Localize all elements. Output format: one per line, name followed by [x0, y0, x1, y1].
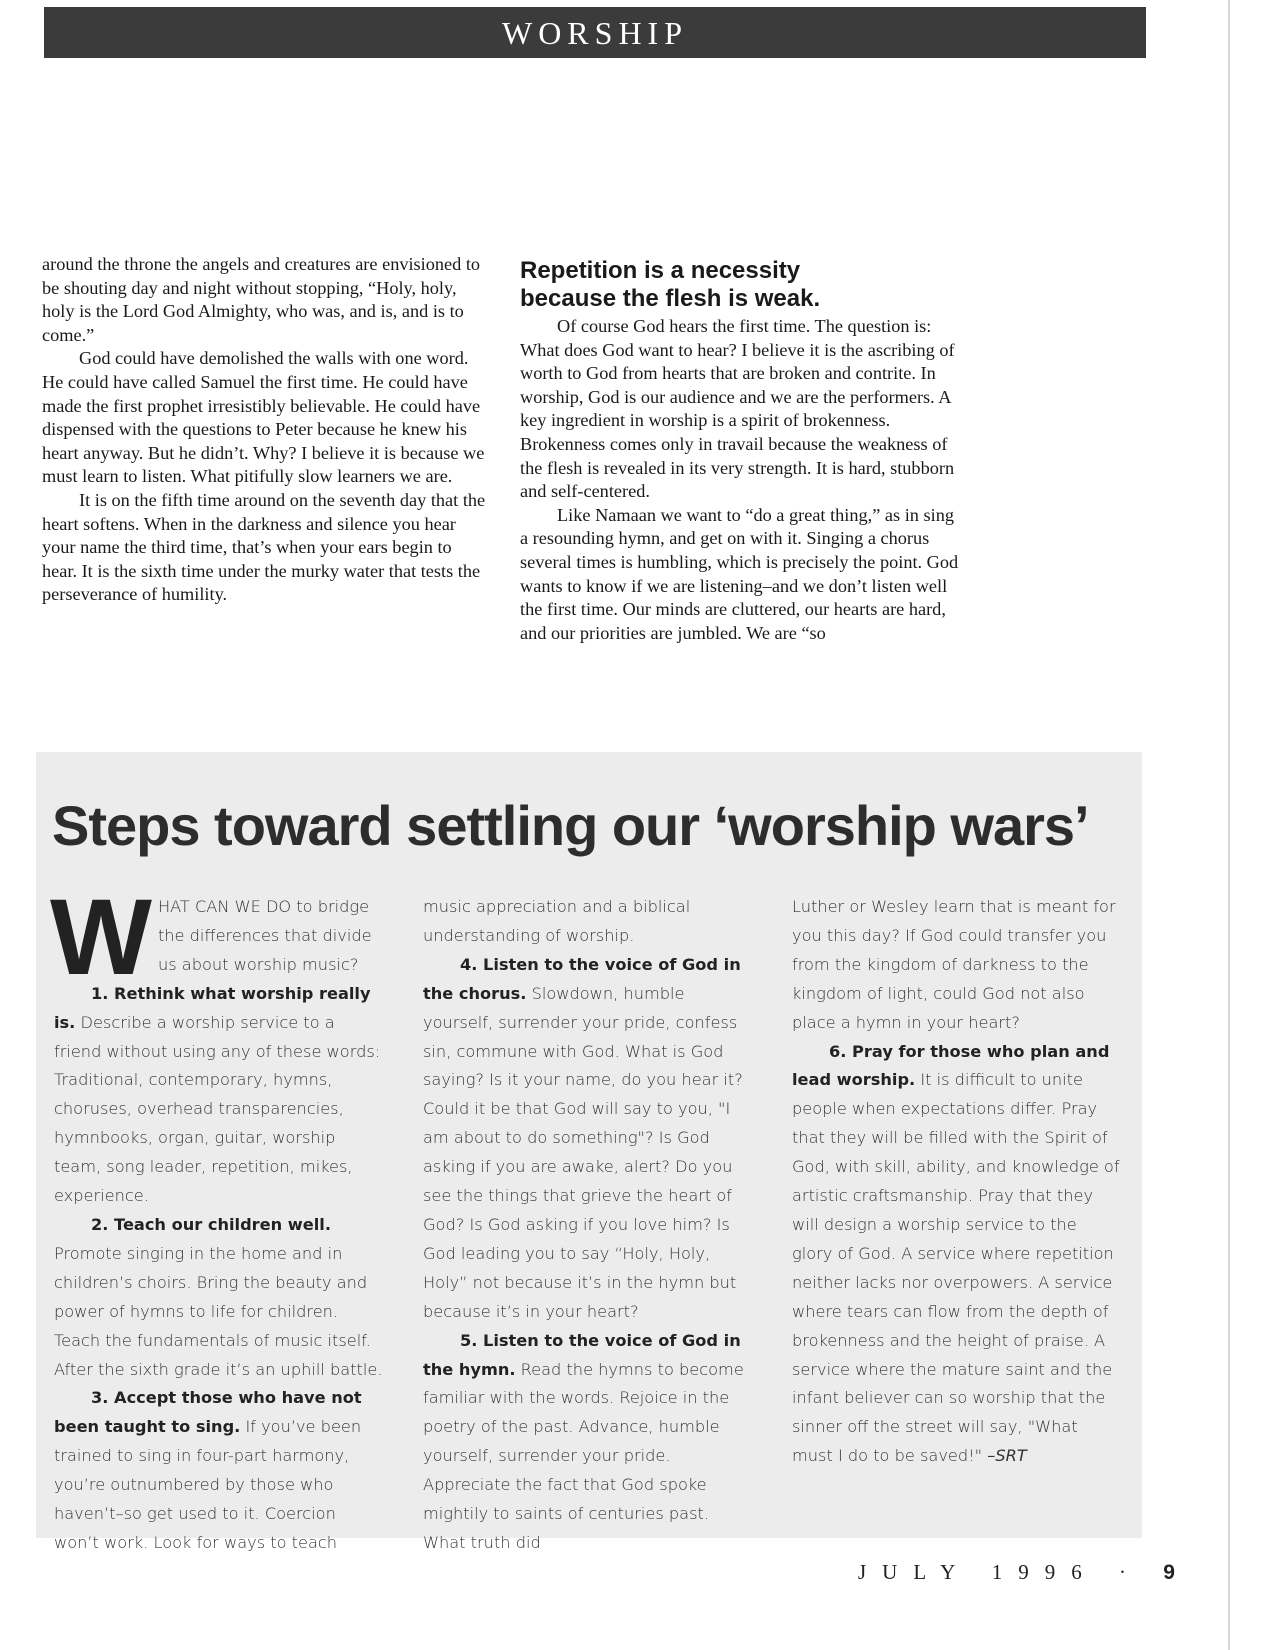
article-paragraph: around the throne the angels and creatures are envisioned to be shouting day and night without stopping, “Holy, holy, holy is the Lord God Almighty, who was, and is, and is to come.”	[42, 254, 481, 345]
signature: –SRT	[987, 1446, 1027, 1466]
sidebar-column-3	[792, 893, 1122, 1471]
step-heading: 1. Rethink what worship really is.	[54, 983, 371, 1032]
step-2	[54, 1211, 384, 1384]
drop-cap: W	[50, 876, 152, 997]
issue-date: JULY 1996 ·	[858, 1560, 1142, 1584]
subhead-line: Repetition is a necessity	[520, 257, 801, 284]
article-paragraph: Like Namaan we want to “do a great thing,” as in sing a resounding hymn, and get on with it. Singing a chorus several times is humbling, which is precisely the point. God wants to know if we are listening–and we don’t listen well the first time. Our minds are cluttered, our hearts are hard, and our priorities are jumbled. We are “so	[520, 504, 959, 643]
intro-text: HAT CAN WE DO to bridge the differences that divide us about worship music?	[157, 897, 372, 974]
step-3-continued: music appreciation and a biblical understanding of worship.	[423, 897, 691, 945]
article-paragraph: It is on the fifth time around on the seventh day that the heart softens. When in the darkness and silence you hear your name the third time, that’s when your ears begin to hear. It is the sixth time under the murky water that tests the perseverance of humility.	[42, 489, 486, 605]
article-column-right	[520, 257, 965, 645]
step-4	[423, 951, 753, 1327]
step-heading: 6. Pray for those who plan and lead worship.	[792, 1041, 1110, 1090]
step-heading: 2. Teach our children well.	[91, 1214, 331, 1234]
article-column-left	[42, 253, 487, 607]
step-1	[54, 980, 384, 1211]
step-5	[423, 1327, 753, 1558]
page-number: 9	[1163, 1561, 1175, 1584]
step-heading: 3. Accept those who have not been taught to sing.	[54, 1388, 362, 1437]
step-heading: 4. Listen to the voice of God in the chorus.	[423, 954, 741, 1003]
step-body: It is difficult to unite people when expectations differ. Pray that they will be filled with the Spirit of God, with skill, ability, and knowledge of artistic craftsmanship. Pray that they will design a worship service to the glory of God. A service where repetition neither lacks nor overpowers. A service where tears can flow from the depth of brokenness and the height of praise. A service where the mature saint and the infant believer can so worship that the sinner off the street will say, "What must I do to be saved!"	[792, 1070, 1120, 1466]
sidebar-column-1	[50, 876, 384, 1558]
section-header: WORSHIP	[44, 7, 1146, 58]
step-body: Describe a worship service to a friend without using any of these words: Traditional, contemporary, hymns, choruses, overhead transparencies, hymnbooks, organ, guitar, worship team, song leader, repetition, mikes, experience.	[54, 1012, 381, 1206]
step-6	[792, 1038, 1122, 1472]
step-5-continued: Luther or Wesley learn that is meant for you this day? If God could transfer you from the kingdom of darkness to the kingdom of light, could God not also place a hymn in your heart?	[792, 897, 1116, 1032]
article-subhead	[520, 257, 965, 313]
step-heading: 5. Listen to the voice of God in the hymn.	[423, 1330, 741, 1379]
sidebar-column-2	[423, 893, 753, 1558]
subhead-line: because the flesh is weak.	[520, 285, 821, 312]
page-edge-rule	[1228, 0, 1230, 1650]
step-body: Slowdown, humble yourself, surrender your pride, confess sin, commune with God. What is God saying? Is it your name, do you hear it? Could it be that God will say to you, "I am about to do something"? Is God asking if you are awake, alert? Do you see the things that grieve the heart of God? Is God asking if you love him? Is God leading you to say “Holy, Holy, Holy” not because it’s in the hymn but because it’s in your heart?	[423, 983, 743, 1321]
step-3	[54, 1384, 384, 1557]
step-body: Read the hymns to become familiar with the words. Rejoice in the poetry of the past. Advance, humble yourself, surrender your pride. Appreciate the fact that God spoke mightily to saints of centuries past. What truth did	[423, 1359, 744, 1552]
sidebar-title: Steps toward settling our ‘worship wars’	[52, 794, 1089, 857]
article-paragraph: Of course God hears the first time. The question is: What does God want to hear? I believe it is the ascribing of worth to God from hearts that are broken and contrite. In worship, God is our audience and we are the performers. A key ingredient in worship is a spirit of brokenness. Brokenness comes only in travail because the weakness of the flesh is revealed in its very strength. It is hard, stubborn and self-centered.	[520, 316, 955, 502]
page-footer	[858, 1560, 1175, 1585]
sidebar-intro	[50, 876, 384, 997]
step-body: If you’ve been trained to sing in four-part harmony, you’re outnumbered by those who haven’t–so get used to it. Coercion won’t work. Look for ways to teach	[54, 1417, 362, 1552]
article-paragraph: God could have demolished the walls with one word. He could have called Samuel the first time. He could have made the first prophet irresistibly believable. He could have dispensed with the questions to Peter because he knew his heart anyway. But he didn’t. Why? I believe it is because we must learn to listen. What pitifully slow learners we are.	[42, 348, 485, 487]
step-body: Promote singing in the home and in children’s choirs. Bring the beauty and power of hymns to life for children. Teach the fundamentals of music itself. After the sixth grade it’s an uphill battle.	[54, 1243, 383, 1379]
